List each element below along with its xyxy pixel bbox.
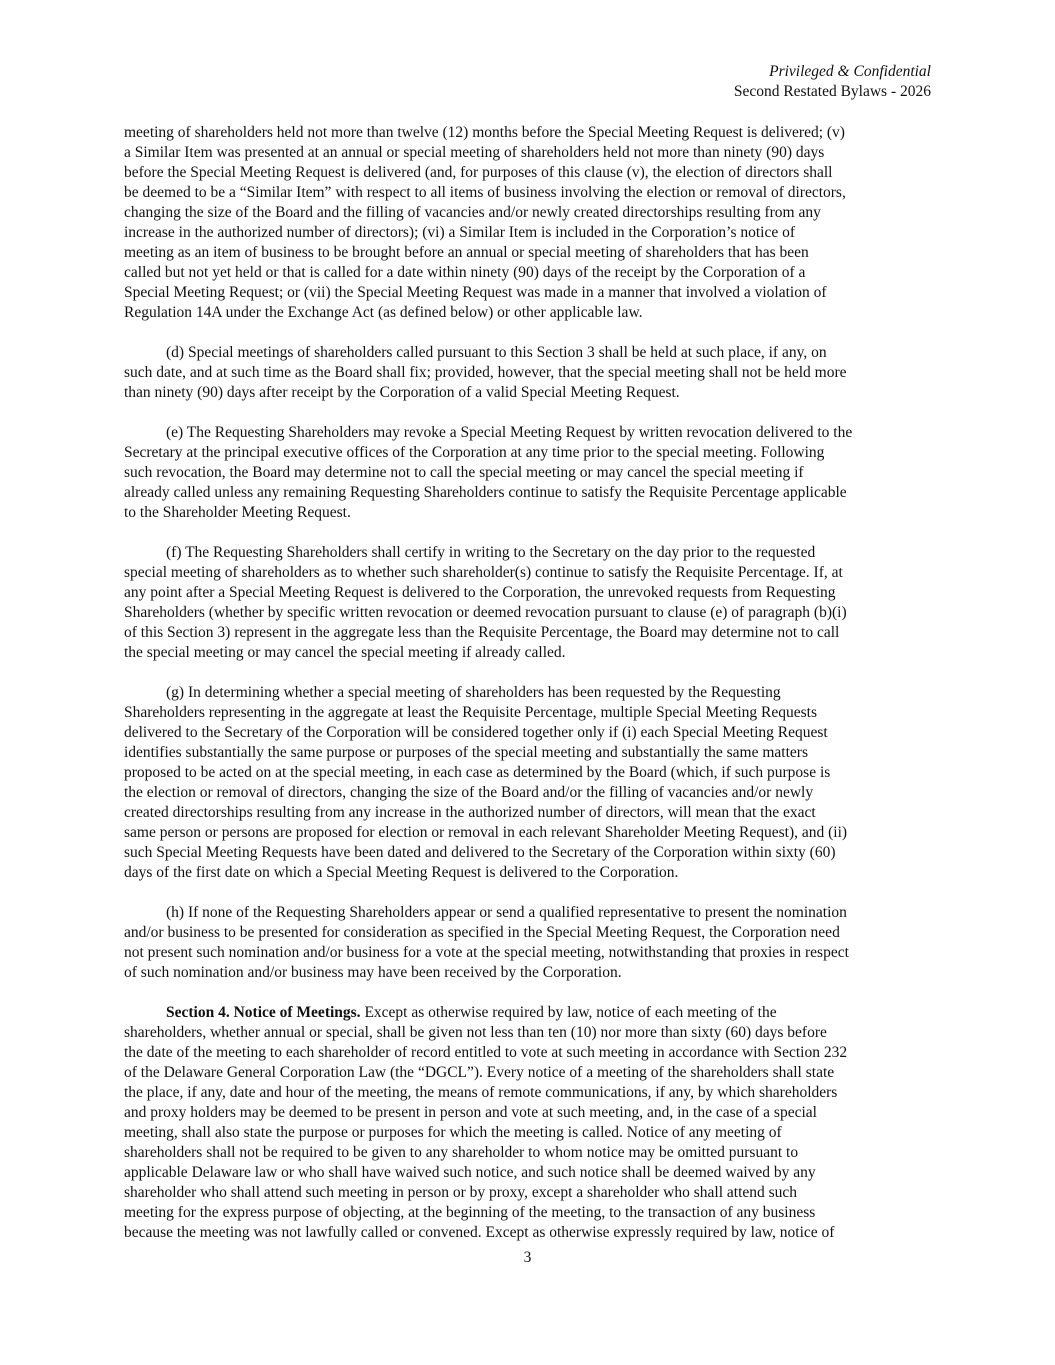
paragraph [124,343,944,403]
text-line: the date of the meeting to each shareholder of record entitled to vote at such meeting in accordance with Section 232 [124,1044,848,1061]
text-line: not present such nomination and/or business for a vote at the special meeting, notwithstanding that proxies in respect [124,944,849,961]
text-line: increase in the authorized number of directors); (vi) a Similar Item is included in the Corporation’s notice of [124,224,796,241]
text-line: Shareholders (whether by specific written revocation or deemed revocation pursuant to clause (e) of paragraph (b)(i) [124,604,847,621]
text-line: of this Section 3) represent in the aggregate less than the Requisite Percentage, the Board may determine not to call [124,624,840,641]
text-line: Shareholders representing in the aggregate at least the Requisite Percentage, multiple Special Meeting Requests [124,704,817,721]
text-line: (h) If none of the Requesting Shareholders appear or send a qualified representative to present the nomination [166,904,847,921]
section-heading: Section 4. Notice of Meetings. [166,1004,361,1021]
text-line: shareholders, whether annual or special, shall be given not less than ten (10) nor more than sixty (60) days before [124,1024,827,1041]
text-line: such date, and at such time as the Board shall fix; provided, however, that the special meeting shall not be held more [124,364,847,381]
text-line: meeting of shareholders held not more than twelve (12) months before the Special Meeting Request is delivered; (v) [124,124,845,141]
text-line: the election or removal of directors, changing the size of the Board and/or the filling of vacancies and/or newly [124,784,814,801]
paragraph [124,1003,944,1243]
text-line: shareholder who shall attend such meeting in person or by proxy, except a shareholder who shall attend such [124,1184,798,1201]
text-line: called but not yet held or that is called for a date within ninety (90) days of the receipt by the Corporation of a [124,264,806,281]
document-body [124,123,944,1263]
text-line: than ninety (90) days after receipt by the Corporation of a valid Special Meeting Request. [124,384,680,401]
page-number: 3 [523,1249,532,1266]
text-line: Secretary at the principal executive offices of the Corporation at any time prior to the special meeting. Following [124,444,825,461]
text-line: any point after a Special Meeting Request is delivered to the Corporation, the unrevoked requests from Requesting [124,584,836,601]
text-line: (f) The Requesting Shareholders shall certify in writing to the Secretary on the day prior to the requested [166,544,816,561]
text-line: such Special Meeting Requests have been dated and delivered to the Secretary of the Corporation within sixty (60) [124,844,836,861]
text-line: because the meeting was not lawfully called or convened. Except as otherwise expressly required by law, notice of [124,1224,835,1241]
paragraph [124,683,944,883]
text-line: and proxy holders may be deemed to be present in person and vote at such meeting, and, in the case of a special [124,1104,817,1121]
text-line: the special meeting or may cancel the special meeting if already called. [124,644,566,661]
text-line: days of the first date on which a Special Meeting Request is delivered to the Corporation. [124,864,679,881]
text-line: identifies substantially the same purpose or purposes of the special meeting and substantially the same matters [124,744,808,761]
text-line: meeting for the express purpose of objecting, at the beginning of the meeting, to the transaction of any business [124,1204,816,1221]
header-document-title: Second Restated Bylaws - 2026 [733,83,931,100]
paragraph [124,123,944,323]
text-line [124,1003,944,1023]
text-line: (e) The Requesting Shareholders may revoke a Special Meeting Request by written revocation delivered to the [166,424,853,441]
paragraph [124,903,944,983]
text-span: Except as otherwise required by law, notice of each meeting of the [360,1004,777,1021]
text-line: special meeting of shareholders as to whether such shareholder(s) continue to satisfy the Requisite Percentage. If, at [124,564,843,581]
text-line: of such nomination and/or business may have been received by the Corporation. [124,964,622,981]
text-line: of the Delaware General Corporation Law (the “DGCL”). Every notice of a meeting of the shareholders shall state [124,1064,835,1081]
text-line: created directorships resulting from any increase in the authorized number of directors, will mean that the exact [124,804,816,821]
text-line: and/or business to be presented for consideration as specified in the Special Meeting Request, the Corporation need [124,924,840,941]
text-line: changing the size of the Board and the filling of vacancies and/or newly created directorships resulting from any [124,204,821,221]
text-line: meeting, shall also state the purpose or purposes for which the meeting is called. Notice of any meeting of [124,1124,782,1141]
paragraph [124,543,944,663]
text-line: Special Meeting Request; or (vii) the Special Meeting Request was made in a manner that involved a violation of [124,284,827,301]
text-line: shareholders shall not be required to be given to any shareholder to whom notice may be omitted pursuant to [124,1144,799,1161]
text-line: the place, if any, date and hour of the meeting, the means of remote communications, if any, by which shareholders [124,1084,838,1101]
text-line: before the Special Meeting Request is delivered (and, for purposes of this clause (v), the election of directors shall [124,164,833,181]
header-confidentiality: Privileged & Confidential [769,63,931,80]
text-line: delivered to the Secretary of the Corporation will be considered together only if (i) each Special Meeting Request [124,724,828,741]
text-line: already called unless any remaining Requesting Shareholders continue to satisfy the Requisite Percentage applicable [124,484,847,501]
text-line: (d) Special meetings of shareholders called pursuant to this Section 3 shall be held at such place, if any, on [166,344,827,361]
text-line: a Similar Item was presented at an annual or special meeting of shareholders held not more than ninety (90) days [124,144,825,161]
text-line: proposed to be acted on at the special meeting, in each case as determined by the Board (which, if such purpose is [124,764,831,781]
text-line: be deemed to be a “Similar Item” with respect to all items of business involving the election or removal of directors, [124,184,846,201]
text-line: Regulation 14A under the Exchange Act (as defined below) or other applicable law. [124,304,643,321]
text-line: same person or persons are proposed for election or removal in each relevant Shareholder Meeting Request), and (ii) [124,824,848,841]
text-line: (g) In determining whether a special meeting of shareholders has been requested by the Requesting [166,684,781,701]
text-line: applicable Delaware law or who shall have waived such notice, and such notice shall be deemed waived by any [124,1164,816,1181]
text-line: such revocation, the Board may determine not to call the special meeting or may cancel the special meeting if [124,464,804,481]
text-line: to the Shareholder Meeting Request. [124,504,351,521]
text-line: meeting as an item of business to be brought before an annual or special meeting of shareholders that has been [124,244,809,261]
paragraph [124,423,944,523]
